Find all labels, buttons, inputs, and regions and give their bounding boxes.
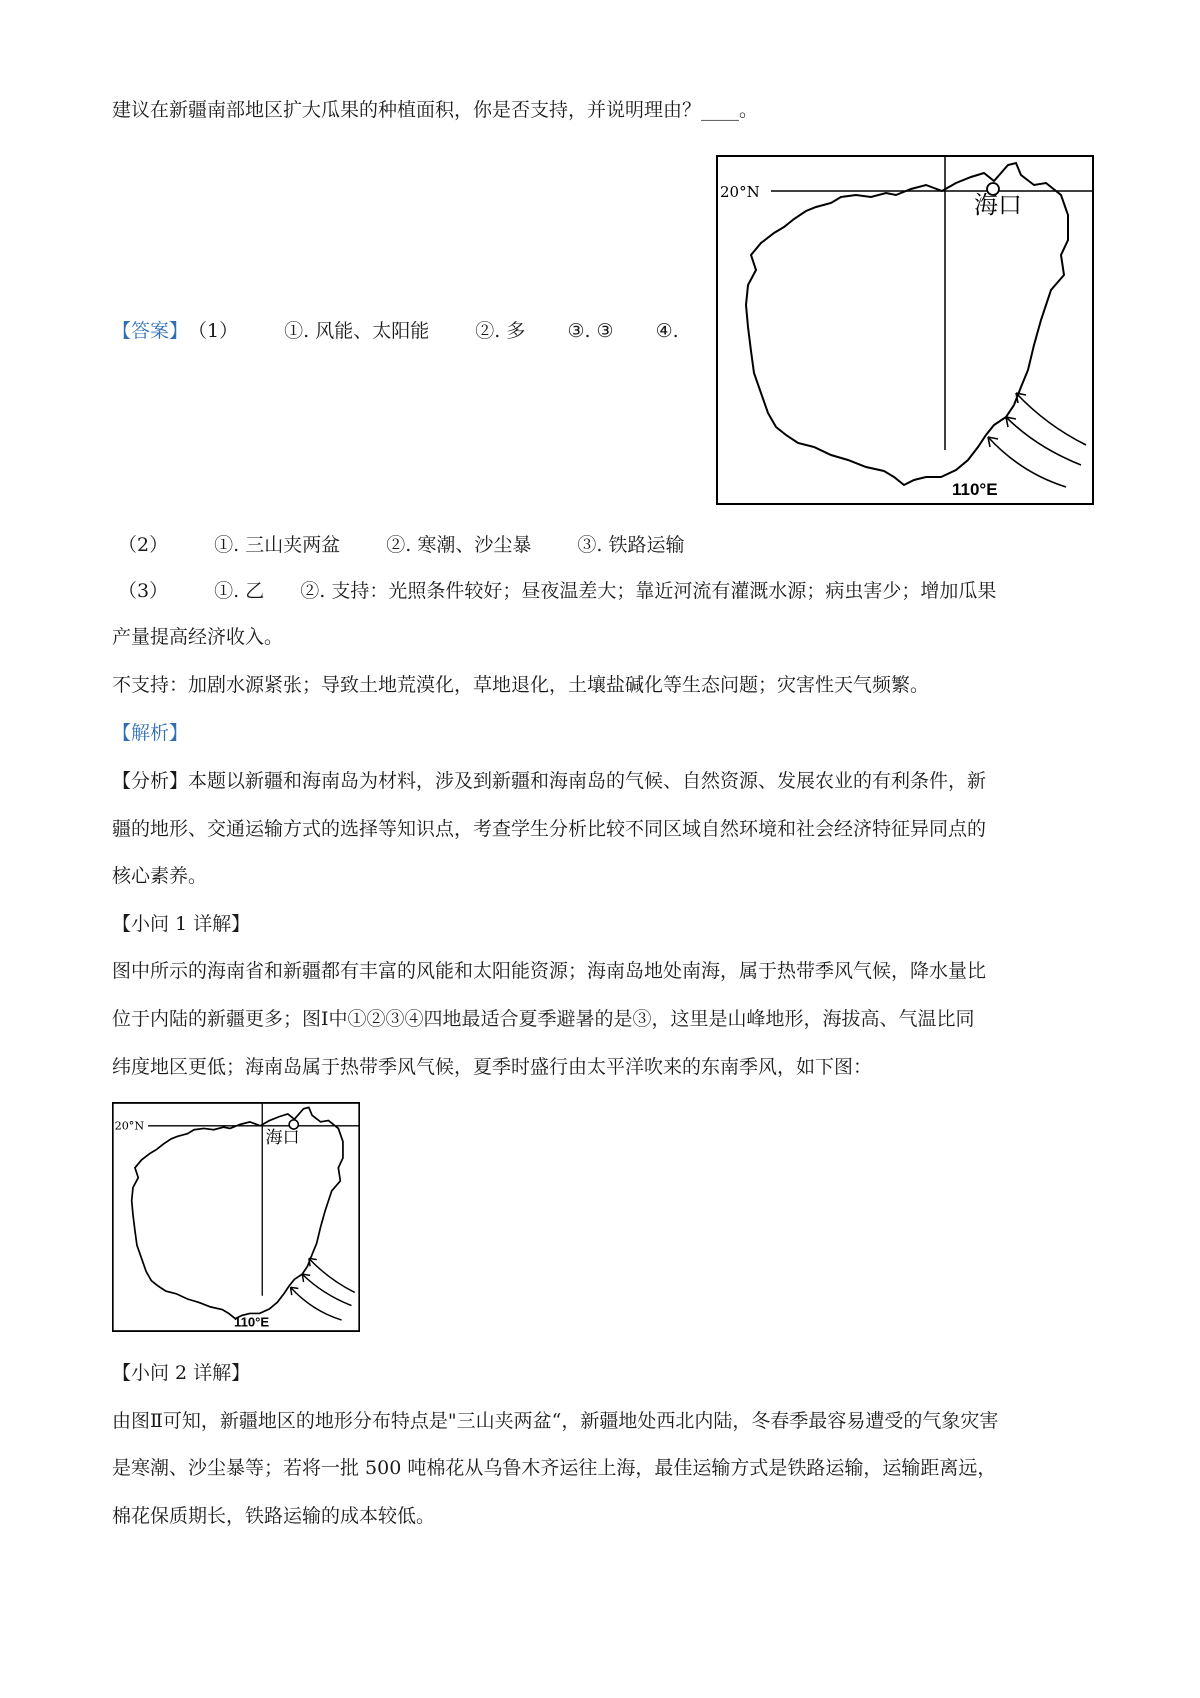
answer-q3-oppose: 不支持：加剧水源紧张；导致土地荒漠化，草地退化，土壤盐碱化等生态问题；灾害性天气频繁。 bbox=[112, 674, 930, 696]
sub1-heading: 【小问 1 详解】 bbox=[112, 913, 251, 935]
answer-row-1 bbox=[112, 318, 679, 344]
sub1-line: 图中所示的海南省和新疆都有丰富的风能和太阳能资源；海南岛地处南海，属于热带季风气候，降水量比 bbox=[112, 960, 987, 982]
answer-q1-item: ①. 风能、太阳能 bbox=[284, 320, 430, 342]
answer-q2-item: ③. 铁路运输 bbox=[577, 534, 685, 556]
answer-q2-item: ①. 三山夹两盆 bbox=[214, 534, 341, 556]
map-frame bbox=[717, 156, 1093, 504]
sub1-line: 位于内陆的新疆更多；图Ⅰ中①②③④四地最适合夏季避暑的是③，这里是山峰地形，海拔高、气温比同 bbox=[112, 1008, 975, 1030]
city-label: 海口 bbox=[265, 1127, 300, 1148]
answer-q2-num: （2） bbox=[118, 534, 169, 556]
analysis-line: 疆的地形、交通运输方式的选择等知识点，考查学生分析比较不同区域自然环境和社会经济特征异同点的 bbox=[112, 818, 987, 840]
sub2-line: 由图Ⅱ可知，新疆地区的地形分布特点是"三山夹两盆“，新疆地处西北内陆，冬春季最容易遭受的气象灾害 bbox=[112, 1410, 999, 1432]
answer-q2-item: ②. 寒潮、沙尘暴 bbox=[386, 534, 532, 556]
analysis-label: 【解析】 bbox=[112, 722, 189, 744]
question-text: 建议在新疆南部地区扩大瓜果的种植面积，你是否支持，并说明理由？____。 bbox=[112, 99, 759, 121]
answer-q3-item: ①. 乙 bbox=[214, 580, 265, 602]
analysis-line: 【分析】本题以新疆和海南岛为材料，涉及到新疆和海南岛的气候、自然资源、发展农业的有利条件，新 bbox=[112, 770, 987, 792]
answer-q3-item: ②. 支持：光照条件较好；昼夜温差大；靠近河流有灌溉水源；病虫害少；增加瓜果 bbox=[300, 580, 997, 602]
hainan-map-large bbox=[716, 155, 1094, 505]
sub2-heading: 【小问 2 详解】 bbox=[112, 1362, 251, 1384]
sub2-line: 棉花保质期长，铁路运输的成本较低。 bbox=[112, 1505, 436, 1527]
answer-row-3 bbox=[118, 578, 996, 604]
answer-q3-continuation: 产量提高经济收入。 bbox=[112, 626, 284, 648]
answer-row-2 bbox=[118, 532, 685, 558]
sub1-line: 纬度地区更低；海南岛属于热带季风气候，夏季时盛行由太平洋吹来的东南季风，如下图： bbox=[112, 1056, 873, 1078]
answer-q1-item: ③. ③ bbox=[567, 320, 614, 342]
hainan-map-small-svg bbox=[112, 1102, 360, 1332]
hainan-map-small bbox=[112, 1102, 360, 1332]
analysis-line: 核心素养。 bbox=[112, 865, 208, 887]
answer-q1-item: ④. bbox=[655, 320, 679, 342]
answer-q1-num: （1） bbox=[188, 320, 239, 342]
answer-q1-item: ②. 多 bbox=[475, 320, 526, 342]
lat-label: 20°N bbox=[720, 183, 760, 201]
lon-label: 110°E bbox=[234, 1314, 270, 1330]
city-label: 海口 bbox=[974, 191, 1022, 219]
lat-label: 20°N bbox=[114, 1119, 145, 1133]
sub2-line: 是寒潮、沙尘暴等；若将一批 500 吨棉花从乌鲁木齐运往上海，最佳运输方式是铁路运输，运输距离远， bbox=[112, 1457, 997, 1479]
map-frame bbox=[113, 1103, 360, 1331]
hainan-map-svg bbox=[716, 155, 1094, 505]
answer-q3-num: （3） bbox=[118, 580, 169, 602]
answer-label: 【答案】 bbox=[112, 320, 189, 342]
lon-label: 110°E bbox=[952, 480, 998, 499]
